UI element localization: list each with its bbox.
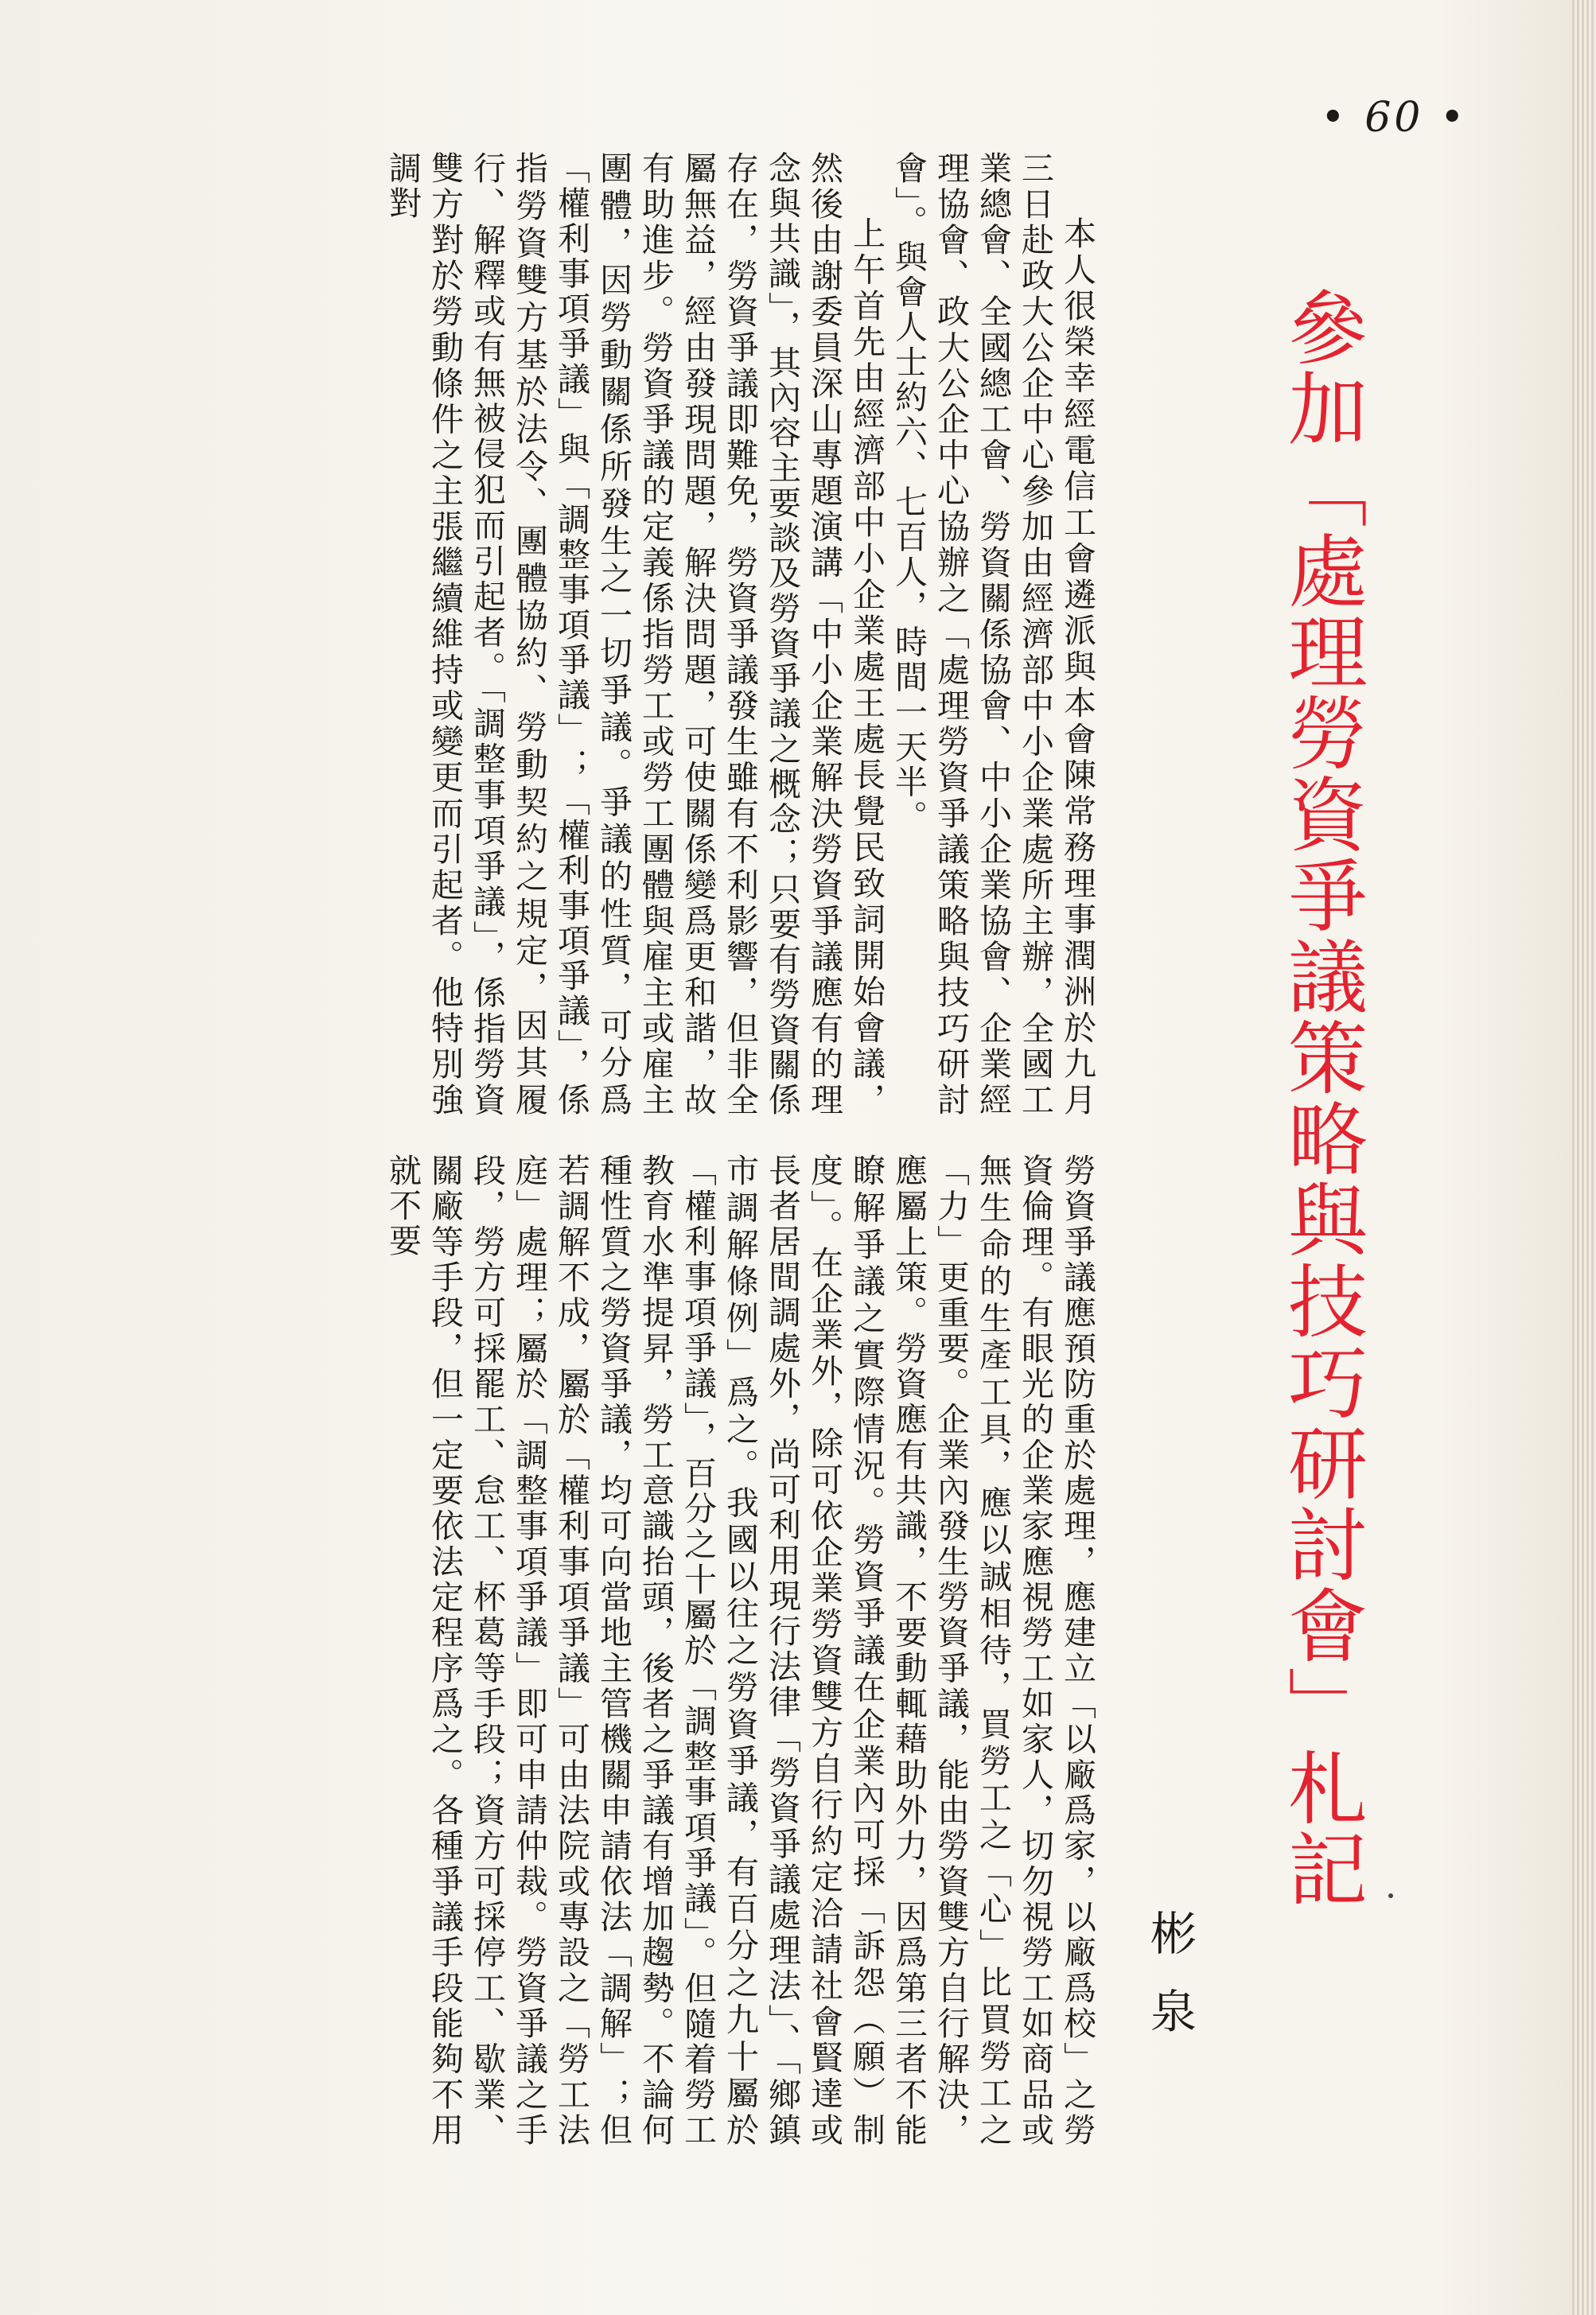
paragraph-3: 勞資爭議應預防重於處理，應建立「以廠爲家，以廠爲校」之勞資倫理。有眼光的企業家應視勞工如家人，切勿視勞工如商品或無生命的生產工具，應以誠相待，買勞工之「心」比買勞工之「力」更重要。企業內發生勞資爭議，能由勞資雙方自行解決，應屬上策。勞資應有共識，不要動輒藉助外力，因爲第三者不能瞭解爭議之實際情況。勞資爭議在企業內可採「訴怨（願）制度」。在企業外，除可依企業勞資雙方自行約定洽請社會賢達或長者居間調處外，尚可利用現行法律「勞資爭議處理法」、「鄉鎮市調解條例」爲之。我國以往之勞資爭議，有百分之九十屬於「權利事項爭議」，百分之十屬於「調整事項爭議」。但隨着勞工教育水準提昇，勞工意識抬頭，後者之爭議有增加趨勢。不論何種性質之勞資爭議，均可向當地主管機關申請依法「調解」；但若調解不成，屬於「權利事項爭議」可由法院或專設之「勞工法庭」處理；屬於「調整事項爭議」即可申請仲裁。勞資爭議之手段，勞方可採罷工、怠工、杯葛等手段；資方可採停工、歇業、關廠等手段，但一定要依法定程序爲之。各種爭議手段能夠不用就不要 <box>383 1154 1096 2148</box>
body-top-block <box>88 151 1098 1118</box>
author-name: 彬泉 <box>1143 1909 1197 2065</box>
page-edge-shadow <box>1572 0 1596 2315</box>
paragraph-2: 上午首先由經濟部中小企業處王處長覺民致詞開始會議，然後由謝委員深山專題演講「中小企業解決勞資爭議應有的理念與共識」，其內容主要談及勞資爭議之概念；只要有勞資關係存在，勞資爭議即難免，勞資爭議發生雖有不利影響，但非全屬無益，經由發現問題，解決問題，可使關係變爲更和諧，故有助進步。勞資爭議的定義係指勞工或勞工團體與雇主或雇主團體，因勞動關係所發生之一切爭議。爭議的性質，可分爲「權利事項爭議」與「調整事項爭議」；「權利事項爭議」，係指勞資雙方基於法令、團體協約、勞動契約之規定，因其履行、解釋或有無被侵犯而引起者。「調整事項爭議」，係指勞資雙方對於勞動條件之主張繼續維持或變更而引起者。他特別強調對 <box>383 151 886 1118</box>
article-title: 參加「處理勞資爭議策略與技巧研討會」札記 <box>1275 286 1368 1909</box>
body-bottom-block <box>88 1154 1098 2148</box>
paragraph-1: 本人很榮幸經電信工會遴派與本會陳常務理事潤洲於九月三日赴政大公企中心參加由經濟部中小企業處所主辦，全國工業總會、全國總工會、勞資關係協會、中小企業協會、企業經理協會、政大公企中心協辦之「處理勞資爭議策略與技巧研討會」。與會人士約六、七百人，時間一天半。 <box>889 151 1096 1118</box>
block-divider <box>80 1130 1106 1131</box>
page-number: • 60 • <box>1321 94 1468 142</box>
scan-speck <box>1388 1893 1393 1898</box>
